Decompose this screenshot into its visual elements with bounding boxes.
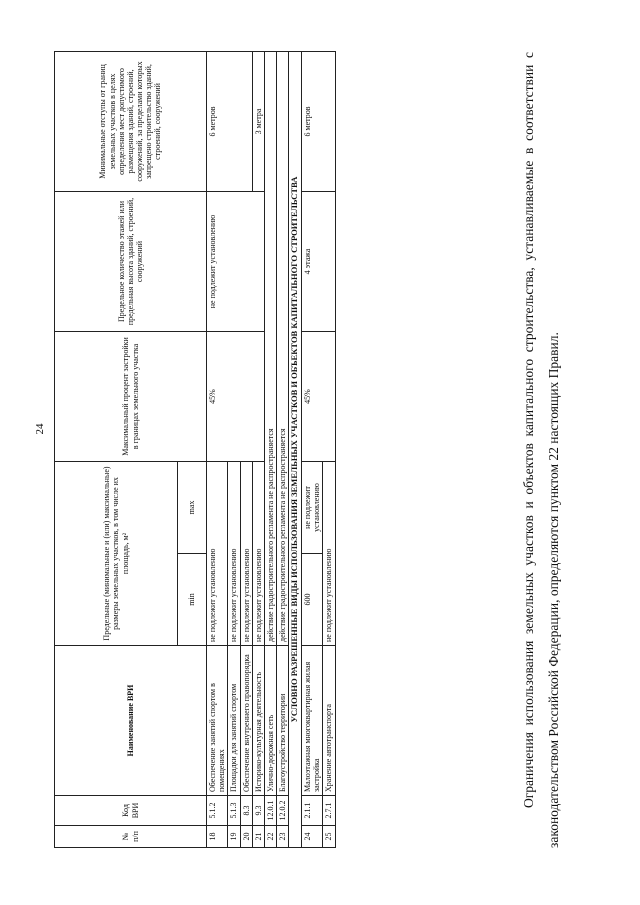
- cell-code: 12.0.2: [277, 796, 289, 826]
- cell-min: 600: [302, 554, 323, 646]
- section-title: УСЛОВНО РАЗРЕШЕННЫЕ ВИДЫ ИСПОЛЬЗОВАНИЯ ЗЕМЕЛЬНЫХ УЧАСТКОВ И ОБЪЕКТОВ КАПИТАЛЬНОГО СТРОИТЕЛЬСТВА: [289, 51, 302, 847]
- cell-name: Благоустройство территории: [277, 646, 289, 796]
- cell-name: Малоэтажная многоквартирная жилая застройка: [302, 646, 323, 796]
- cell-size: не подлежит установлению: [252, 461, 264, 645]
- footer-paragraph: Ограничения использования земельных участков и объектов капитального строительства, устанавливаемые в соответствии с законодательством Российской Федерации, определяются пунктом 22 настоящих Правил.: [520, 52, 562, 848]
- cell-note: действие градостроительного регламента не распространяется: [277, 51, 289, 645]
- cell-name: Обеспечение внутреннего правопорядка: [240, 646, 252, 796]
- table-row: [264, 51, 276, 847]
- cell-code: 2.7.1: [323, 796, 335, 826]
- cell-num: 23: [277, 826, 289, 848]
- cell-num: 21: [252, 826, 264, 848]
- cell-pct: 45%: [207, 331, 265, 461]
- cell-name: Историко-культурная деятельность: [252, 646, 264, 796]
- cell-num: 20: [240, 826, 252, 848]
- cell-max: не подлежит установлению: [302, 461, 323, 553]
- cell-floors: не подлежит установлению: [207, 191, 265, 331]
- table-row: [277, 51, 289, 847]
- cell-offsets: 3 метра: [252, 51, 264, 191]
- cell-code: 9.3: [252, 796, 264, 826]
- table-row: [207, 51, 228, 847]
- section-row: [289, 51, 302, 847]
- header-name: Наименование ВРИ: [55, 646, 207, 796]
- regulations-table: [54, 51, 336, 848]
- cell-num: 24: [302, 826, 323, 848]
- cell-code: 5.1.2: [207, 796, 228, 826]
- cell-pct: 45%: [302, 331, 336, 461]
- header-min: min: [178, 554, 207, 646]
- header-offsets: Минимальные отступы от границ земельных участков в целях определения мест допустимого размещения зданий, строений, сооружений, за пределами которых запрещено строительство зданий, строений, сооружений: [55, 51, 207, 191]
- page-number: 24: [34, 423, 46, 435]
- header-max: max: [178, 461, 207, 553]
- header-num: № п/п: [55, 826, 207, 848]
- cell-num: 18: [207, 826, 228, 848]
- cell-num: 22: [264, 826, 276, 848]
- cell-name: Хранение автотранспорта: [323, 646, 335, 796]
- header-floors: Предельное количество этажей или предельная высота зданий, строений, сооружений: [55, 191, 207, 331]
- cell-size: не подлежит установлению: [323, 461, 335, 645]
- table-row: [302, 51, 323, 847]
- document-sheet: [40, 40, 600, 860]
- cell-offsets: 6 метров: [207, 51, 253, 191]
- cell-code: 8.3: [240, 796, 252, 826]
- cell-num: 25: [323, 826, 335, 848]
- cell-name: Улично-дорожная сеть: [264, 646, 276, 796]
- cell-code: 2.1.1: [302, 796, 323, 826]
- cell-name: Площадки для занятий спортом: [228, 646, 240, 796]
- cell-floors: 4 этажа: [302, 191, 336, 331]
- cell-offsets: 6 метров: [302, 51, 336, 191]
- cell-num: 19: [228, 826, 240, 848]
- cell-code: 5.1.3: [228, 796, 240, 826]
- header-pct: Максимальный процент застройки в границах земельного участка: [55, 331, 207, 461]
- cell-size: не подлежит установлению: [228, 461, 240, 645]
- header-code: Код ВРИ: [55, 796, 207, 826]
- cell-note: действие градостроительного регламента не распространяется: [264, 51, 276, 645]
- header-size: Предельные (минимальные и (или) максимальные) размеры земельных участков, в том числе их площадь, м²: [55, 461, 178, 645]
- cell-name: Обеспечение занятий спортом в помещениях: [207, 646, 228, 796]
- cell-size: не подлежит установлению: [207, 461, 228, 645]
- cell-code: 12.0.1: [264, 796, 276, 826]
- cell-size: не подлежит установлению: [240, 461, 252, 645]
